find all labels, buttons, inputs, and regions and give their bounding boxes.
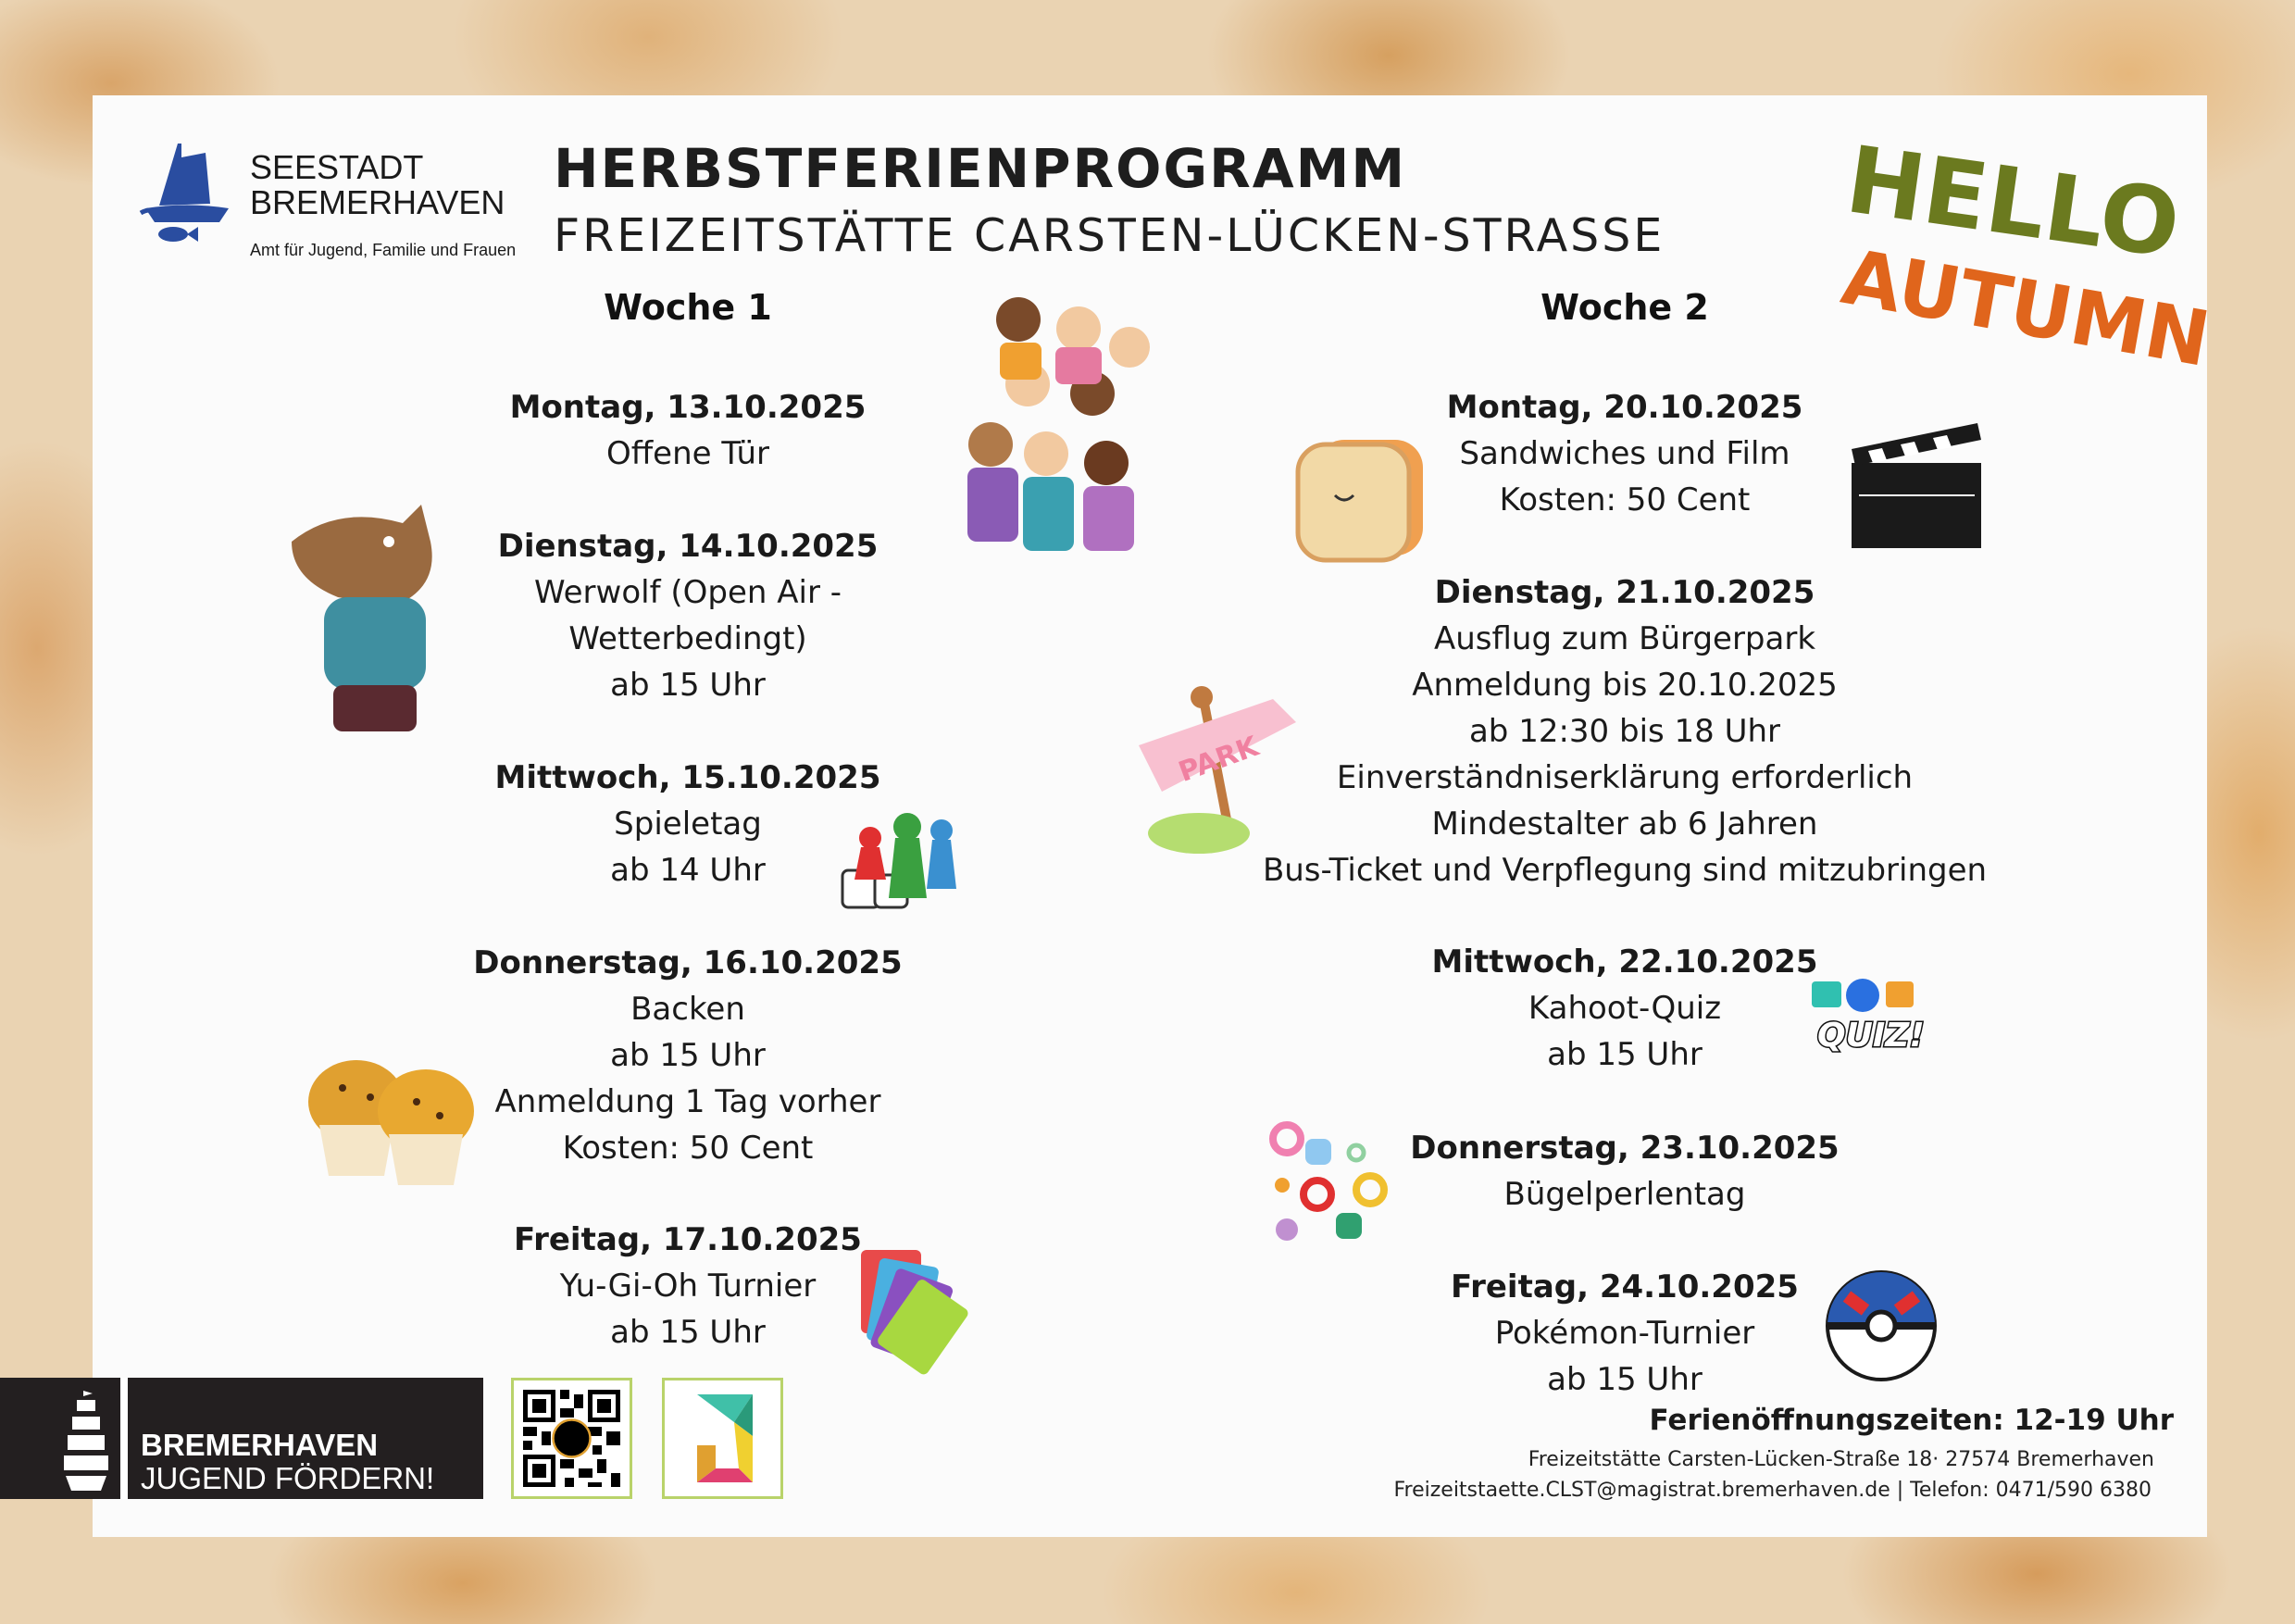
- week1-entry-monday: [271, 384, 1104, 477]
- brand-line1: BREMERHAVEN: [141, 1428, 379, 1462]
- entry-date: Montag, 20.10.2025: [1446, 389, 1803, 426]
- entry-line: Yu-Gi-Oh Turnier: [559, 1268, 817, 1305]
- week1-heading: Woche 1: [604, 287, 772, 328]
- jugend-j-logo: [662, 1378, 783, 1499]
- footer-contact[interactable]: Freizeitstaette.CLST@magistrat.bremerhaven.de | Telefon: 0471/590 6380: [1393, 1479, 2152, 1502]
- entry-line: ab 12:30 bis 18 Uhr: [1468, 713, 1781, 750]
- entry-line: ab 15 Uhr: [610, 1037, 766, 1074]
- week2-entry-friday: [1208, 1264, 2041, 1403]
- entry-date: Dienstag, 14.10.2025: [497, 528, 879, 565]
- entry-line: Kosten: 50 Cent: [1499, 481, 1751, 518]
- badge-line1: HELLO: [1840, 125, 2187, 280]
- entry-date: Mittwoch, 15.10.2025: [494, 759, 881, 796]
- week1-entry-friday: [271, 1217, 1104, 1355]
- hello-autumn-badge: [1835, 125, 2216, 385]
- entry-line: ab 15 Uhr: [610, 667, 766, 704]
- opening-hours: Ferienöffnungszeiten: 12-19 Uhr: [1649, 1404, 2174, 1437]
- logo-line2: BREMERHAVEN: [250, 183, 505, 221]
- entry-date: Mittwoch, 22.10.2025: [1431, 943, 1818, 981]
- lighthouse-ship-icon: [60, 1389, 111, 1491]
- entry-line: Backen: [630, 991, 745, 1028]
- entry-line: ab 15 Uhr: [1547, 1036, 1703, 1073]
- entry-line: Anmeldung 1 Tag vorher: [494, 1083, 881, 1120]
- park-sign-text: PARK: [1174, 730, 1264, 790]
- entry-line: Bus-Ticket und Verpflegung sind mitzubringen: [1262, 852, 1988, 889]
- week2-entry-tuesday: [1208, 569, 2041, 893]
- badge-line2: AUTUMN: [1835, 232, 2216, 385]
- week2-entry-wednesday: [1208, 939, 2041, 1078]
- ship-icon: [141, 139, 233, 245]
- brand-line2: JUGEND FÖRDERN!: [141, 1461, 435, 1495]
- bremerhaven-jugend-logo: [0, 1378, 483, 1499]
- entry-line: Wetterbedingt): [568, 620, 807, 657]
- qr-code-pattern: [514, 1380, 630, 1496]
- week1-entry-thursday: [271, 940, 1104, 1171]
- entry-line: ab 15 Uhr: [610, 1314, 766, 1351]
- week2-heading: Woche 2: [1540, 287, 1709, 328]
- entry-line: ab 14 Uhr: [610, 852, 766, 889]
- entry-line: Einverständniserklärung erforderlich: [1336, 759, 1914, 796]
- entry-date: Donnerstag, 16.10.2025: [473, 944, 903, 981]
- entry-line: Mindestalter ab 6 Jahren: [1431, 806, 1818, 843]
- logo-tagline: Amt für Jugend, Familie und Frauen: [250, 241, 517, 259]
- entry-line: Pokémon-Turnier: [1494, 1315, 1755, 1352]
- j-logo-icon: [665, 1380, 780, 1496]
- seestadt-bremerhaven-logo: [141, 139, 517, 259]
- entry-date: Donnerstag, 23.10.2025: [1410, 1130, 1840, 1167]
- page-title: HERBSTFERIENPROGRAMM: [554, 137, 1407, 200]
- entry-line: Kahoot-Quiz: [1528, 990, 1722, 1027]
- footer-address: Freizeitstätte Carsten-Lücken-Straße 18· 27574 Bremerhaven: [1528, 1448, 2154, 1471]
- page-subtitle: FREIZEITSTÄTTE CARSTEN-LÜCKEN-STRASSE: [554, 209, 1665, 262]
- week1-entry-tuesday: [271, 523, 1104, 708]
- entry-line: Kosten: 50 Cent: [562, 1130, 814, 1167]
- entry-line: Bügelperlentag: [1503, 1176, 1746, 1213]
- entry-line: Anmeldung bis 20.10.2025: [1412, 667, 1838, 704]
- entry-line: Offene Tür: [605, 435, 769, 472]
- entry-line: Werwolf (Open Air -: [534, 574, 842, 611]
- entry-line: Ausflug zum Bürgerpark: [1433, 620, 1816, 657]
- week1-entry-wednesday: [271, 755, 1104, 893]
- entry-date: Freitag, 17.10.2025: [514, 1221, 862, 1258]
- entry-line: Sandwiches und Film: [1459, 435, 1790, 472]
- entry-line: ab 15 Uhr: [1547, 1361, 1703, 1398]
- week2-entry-monday: [1208, 384, 2041, 523]
- entry-date: Freitag, 24.10.2025: [1451, 1268, 1799, 1305]
- qr-code[interactable]: [511, 1378, 632, 1499]
- logo-line1: SEESTADT: [250, 148, 424, 186]
- divider: [120, 1378, 128, 1499]
- entry-date: Dienstag, 21.10.2025: [1434, 574, 1815, 611]
- quiz-text: QUIZ!: [1817, 1017, 1925, 1055]
- entry-line: Spieletag: [614, 806, 762, 843]
- week2-entry-thursday: [1208, 1125, 2041, 1218]
- entry-date: Montag, 13.10.2025: [509, 389, 867, 426]
